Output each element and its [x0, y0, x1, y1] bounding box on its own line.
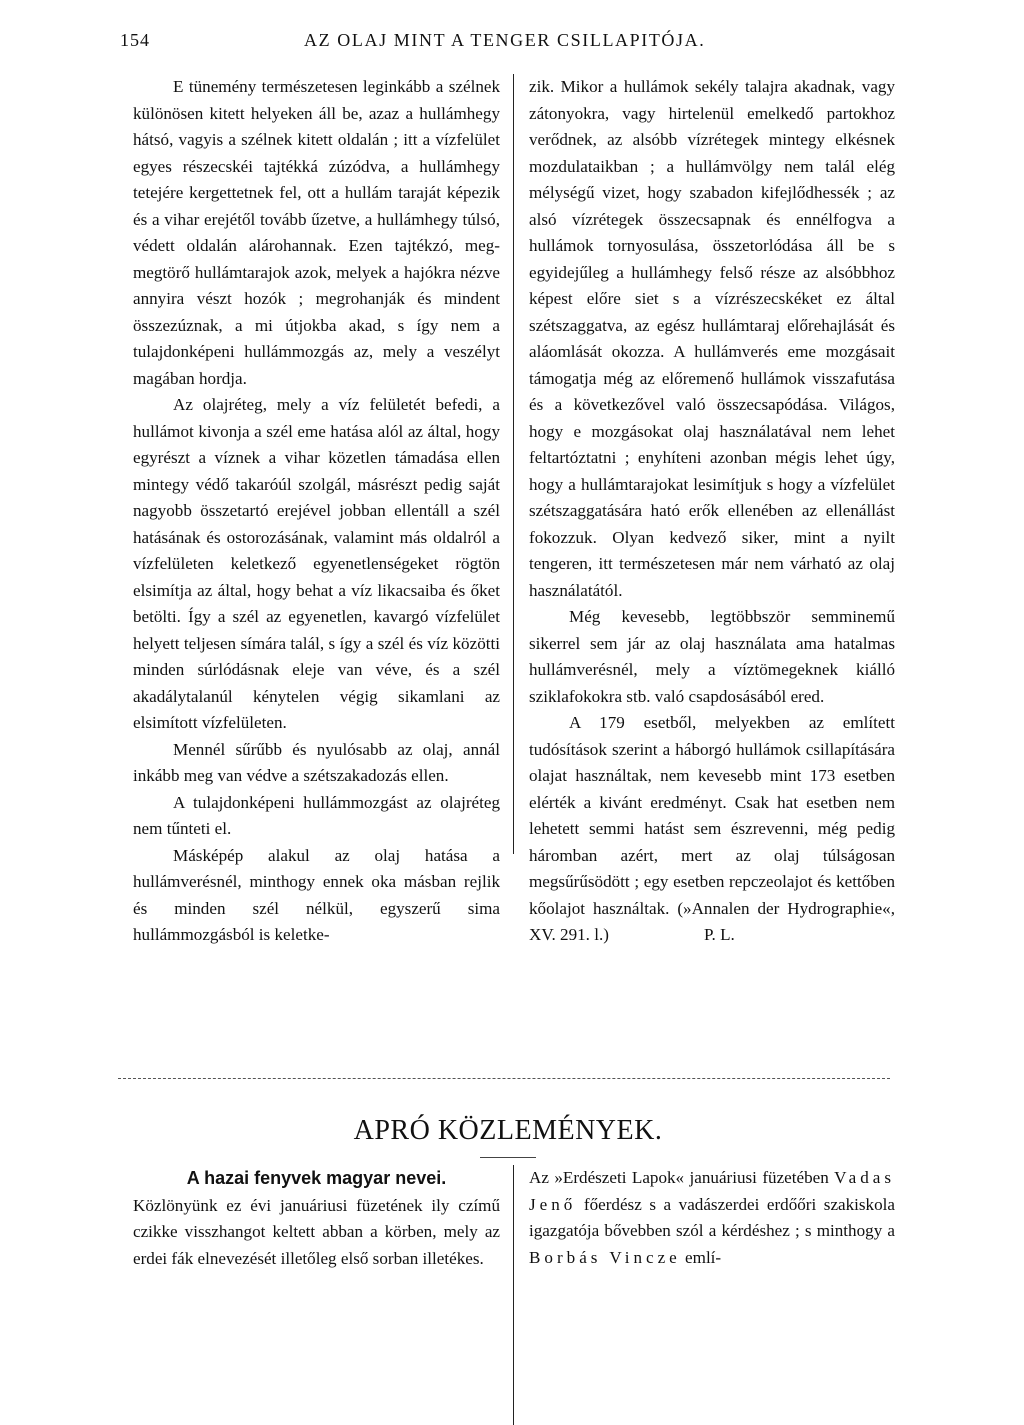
bottom-right-column [529, 1165, 895, 1271]
article-title: A hazai fenyvek magyar nevei. [186, 1168, 447, 1188]
paragraph-text: Az »Erdészeti Lapok« januáriusi füzetében [529, 1168, 835, 1187]
page-number: 154 [120, 30, 150, 50]
paragraph: Közlönyünk ez évi januáriusi füzetének ily czímű czikke visszhangot keltett abban a körben, mely az erdei fák elnevezését illetőleg első sorban illetékes. [133, 1195, 500, 1268]
author-signature: P. L. [703, 925, 735, 944]
paragraph: zik. Mikor a hullámok sekély talajra akadnak, vagy zátonyokra, vagy hirtelenül emelkedő partokhoz verődnek, az alsóbb vízrétegek mintegy elkésnek mozdulataikban ; a hullámvölgy nem talál elég mélységű vizet, hogy szabadon kifejlődhessék ; az alsó vízrétegek összecsapnak és ennélfogva a hullámok tornyosulása, összetorlódása áll be s egyidejűleg a hullámhegy felső része az alsóbbhoz képest előre siet s a vízrészecskéket ez által szétszaggatva, az egész hullámtaraj előrehajlását és aláomlását okozza. A hullámverés eme mozgásait támogatja még az előremenő hullámok visszafutása és a következővel való összecsapódása. Világos, hogy e mozgásokat olaj használatával nem lehet feltartóztatni ; enyhíteni azonban mégis lehet úgy, hogy a hullámtarajokat lesimítjuk s hogy a vízfelület szétszaggatására ható erők ellenében az ellenállást fokozzuk. Olyan kedvező siker, mint a nyilt tengeren, itt természetesen már nem várható az olaj használatától. [529, 77, 895, 600]
section-separator [118, 1078, 890, 1079]
running-title: AZ OLAJ MINT A TENGER CSILLAPITÓJA. [304, 30, 706, 50]
paragraph-text: emlí- [680, 1247, 722, 1267]
person-name: Vadas Jenő [529, 1168, 895, 1214]
paragraph: Másképép alakul az olaj hatása a hullámverésnél, minthogy ennek oka másban rejlik és minden szél nélkül, egyszerű sima hullámmozgásból is keletke- [133, 845, 500, 944]
paragraph [529, 710, 895, 949]
bottom-left-column [133, 1165, 500, 1272]
paragraph: A tulajdonképeni hullámmozgást az olajréteg nem tűnteti el. [133, 792, 500, 838]
column-divider-bottom [513, 1165, 514, 1425]
paragraph-text: A 179 esetből, melyekben az említett tudósítások szerint a háborgó hullámok csillapítására olajat használtak, nem kevesebb mint 173 esetben elérték a kivánt eredményt. Csak hat esetben nem lehetett semmi hatást sem észrevenni, még pedig háromban azért, mert az olaj túlságosan megsűrűsödött ; egy esetben repczeolajot és kettőben kőolajot használtak. (»Annalen der Hydrographie«, XV. 291. l.) [529, 713, 895, 944]
paragraph-text: főerdész s a vadászerdei erdőőri szakiskola igazgatója bővebben szól a kérdéshez ; s minthogy a [529, 1194, 895, 1240]
paragraph [529, 1165, 895, 1271]
paragraph: E tünemény természetesen leginkább a szélnek különösen kitett helyeken áll be, azaz a hullámhegy hátsó, vagyis a szélnek kitett oldalán ; itt a vízfelület egyes részecskéi tajtékká zúzódva, a hullámhegy tetejére kergettetnek fel, ott a hullám taraját képezik és a vihar erejétől tovább űzetve, a hullámhegy túlsó, védett oldalán alárohannak. Ezen tajtékzó, meg-megtörő hullámtarajok azok, melyek a hajókra nézve annyira vészt hozók ; megrohanják és mindent összezúznak, a mi útjokba akad, s így nem a tulajdonképeni hullámmozgás az, mely a veszélyt magában hordja. [133, 77, 500, 388]
column-divider [513, 74, 514, 854]
left-column [133, 74, 500, 949]
right-column [529, 74, 895, 949]
title-underline [480, 1157, 536, 1158]
article-heading-row [133, 1165, 500, 1193]
paragraph: Még kevesebb, legtöbbször semminemű sikerrel sem jár az olaj használata ama hatalmas hullámverésnél, mely a víztömegeknek kiálló sziklafokokra stb. való csapdosásából ered. [529, 607, 895, 706]
section-title: APRÓ KÖZLEMÉNYEK. [353, 1115, 663, 1146]
paragraph: Az olajréteg, mely a víz felületét befedi, a hullámot kivonja a szél eme hatása alól az által, hogy egyrészt a víznek a vihar közetlen támadása ellen mintegy védő takaróúl szolgál, másrészt pedig saját nagyobb összetartó erejével jobban ellentáll a szél hatásának és ostorozásának, valamint más oldalról a vízfelületen keletkező egyenetlenségeket rögtön elsimítja az által, hogy behat a víz likacsaiba és őket betölti. Így a szél az egyenetlen, kavargó vízfelület helyett teljesen símára talál, s így a szél és víz közötti minden súrlódásnak eleje van véve, és a szél akadálytalanúl kénytelen végig sikamlani az elsimított vízfelületen. [133, 395, 500, 732]
person-name: Borbás Vincze [529, 1247, 681, 1267]
paragraph: Mennél sűrűbb és nyulósabb az olaj, annál inkább meg van védve a szétszakadozás ellen. [133, 739, 500, 785]
page-header [118, 30, 898, 56]
